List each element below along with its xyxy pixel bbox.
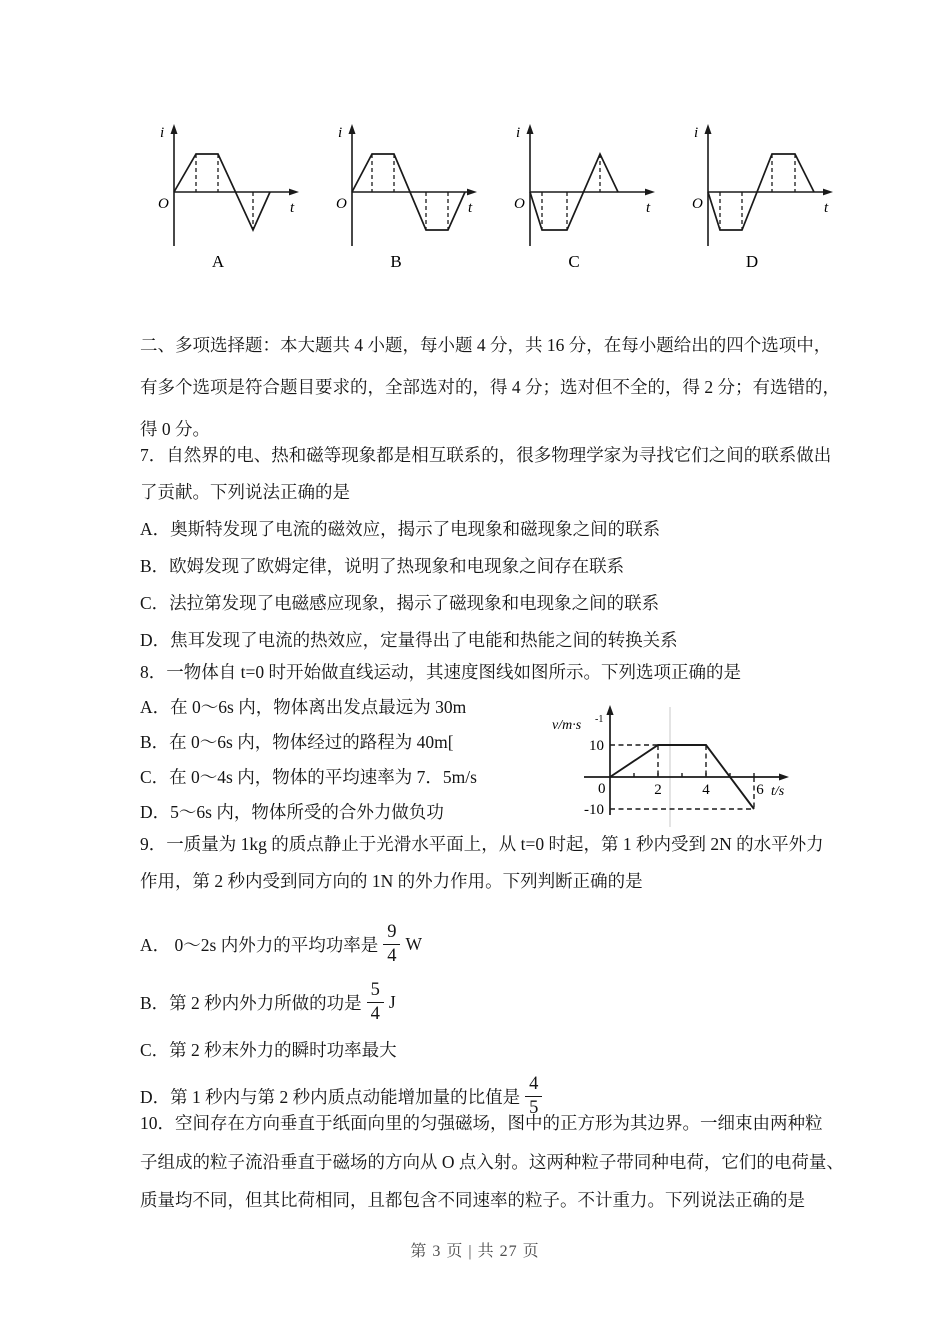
x-axis-label: t [646, 200, 651, 216]
fraction-numerator: 4 [525, 1074, 542, 1097]
question-9-option-c [140, 1031, 824, 1067]
instruction-line: 二、多项选择题：本大题共 4 小题，每小题 4 分，共 16 分，在每小题给出的四个选项中， [140, 335, 832, 355]
instruction-line: 得 0 分。 [140, 419, 210, 439]
fraction-denominator: 5 [529, 1097, 539, 1118]
y-tick-10: 10 [589, 738, 604, 754]
waveform-figures-row [144, 120, 840, 270]
figure-letter: B [390, 252, 402, 270]
question-8-option-b: B．在 0～6s 内，物体经过的路程为 40m[ [140, 732, 454, 752]
option-prefix: C．第 2 秒末外力的瞬时功率最大 [140, 1039, 397, 1060]
figure-letter: D [745, 252, 759, 270]
y-axis-label-superscript: -1 [595, 714, 604, 725]
figure-letter: A [211, 252, 225, 270]
question-8-option-d: D．5～6s 内，物体所受的合外力做负功 [140, 802, 444, 822]
y-axis-label: i [516, 125, 521, 141]
figure-letter: C [568, 252, 580, 270]
instruction-line: 有多个选项是符合题目要求的，全部选对的，得 4 分；选对但不全的，得 2 分；有选错的， [140, 377, 840, 397]
question-9-option-b [140, 973, 824, 1031]
option-prefix: D．第 1 秒内与第 2 秒内质点动能增加量的比值是 [140, 1086, 521, 1107]
x-axis-arrow-icon [779, 774, 789, 781]
question-10-text: 子组成的粒子流沿垂直于磁场的方向从 O 点入射。这两种粒子带同种电荷，它们的电荷量、 [140, 1151, 844, 1172]
axes [530, 130, 650, 246]
question-7-option-a: A．奥斯特发现了电流的磁效应，揭示了电现象和磁现象之间的联系 [140, 519, 661, 539]
question-7-option-c: C．法拉第发现了电磁感应现象，揭示了磁现象和电现象之间的联系 [140, 593, 660, 613]
fraction [383, 922, 400, 966]
y-axis-label: v/m·s [552, 718, 582, 733]
y-axis-label: i [694, 125, 699, 141]
velocity-time-graph [538, 693, 800, 835]
question-8-option-c: C．在 0～4s 内，物体的平均速率为 7．5m/s [140, 767, 477, 787]
fraction-numerator: 9 [383, 922, 400, 945]
option-prefix: A． 0～2s 内外力的平均功率是 [140, 934, 379, 955]
y-axis-label: i [160, 125, 165, 141]
question-7 [140, 437, 831, 659]
origin-label: O [692, 196, 703, 212]
origin-label: 0 [598, 781, 606, 797]
x-axis-label: t [290, 200, 295, 216]
option-prefix: B．第 2 秒内外力所做的功是 [140, 992, 362, 1013]
y-axis-label: i [338, 125, 343, 141]
y-tick-neg10: -10 [584, 802, 604, 818]
question-10 [140, 1104, 844, 1220]
question-10-text: 10．空间存在方向垂直于纸面向里的匀强磁场，图中的正方形为其边界。一细束由两种粒 [140, 1113, 823, 1133]
y-axis-arrow-icon [705, 124, 712, 134]
x-tick-4: 4 [702, 782, 710, 798]
question-9-text: 作用，第 2 秒内受到同方向的 1N 的外力作用。下列判断正确的是 [140, 871, 643, 891]
x-axis-arrow-icon [289, 189, 299, 196]
question-9-text: 9．一质量为 1kg 的质点静止于光滑水平面上，从 t=0 时起，第 1 秒内受到 2N 的水平外力 [140, 834, 824, 854]
question-7-text: 了贡献。下列说法正确的是 [140, 482, 350, 502]
waveform-figure-b [322, 120, 484, 270]
x-tick-6: 6 [756, 782, 764, 798]
x-axis-arrow-icon [823, 189, 833, 196]
fraction-denominator: 4 [387, 945, 397, 966]
origin-label: O [158, 196, 169, 212]
question-9 [140, 826, 824, 1125]
waveform-figure-a [144, 120, 306, 270]
waveform-figure-d [678, 120, 840, 270]
x-axis-label: t [824, 200, 829, 216]
question-8-text: 8．一物体自 t=0 时开始做直线运动，其速度图线如图所示。下列选项正确的是 [140, 662, 741, 682]
option-suffix: W [405, 933, 422, 954]
x-axis-label: t [468, 200, 473, 216]
y-axis-arrow-icon [349, 124, 356, 134]
y-axis-arrow-icon [606, 705, 613, 715]
x-axis-arrow-icon [467, 189, 477, 196]
question-8 [140, 655, 785, 830]
question-7-option-b: B．欧姆发现了欧姆定律，说明了热现象和电现象之间存在联系 [140, 556, 625, 576]
axes [584, 711, 784, 815]
fraction [367, 980, 384, 1024]
question-9-option-a [140, 915, 824, 973]
origin-label: O [336, 196, 347, 212]
page-number-footer: 第 3 页 | 共 27 页 [410, 1243, 540, 1260]
x-axis-label: t/s [771, 784, 785, 799]
y-axis-arrow-icon [527, 124, 534, 134]
question-7-option-d: D．焦耳发现了电流的热效应，定量得出了电能和热能之间的转换关系 [140, 630, 678, 650]
y-axis-arrow-icon [171, 124, 178, 134]
axes [352, 130, 472, 246]
section-2-instructions [140, 324, 840, 450]
fraction-numerator: 5 [367, 980, 384, 1003]
waveform-figure-c [500, 120, 662, 270]
question-8-option-a: A．在 0～6s 内，物体离出发点最远为 30m [140, 697, 467, 717]
option-suffix: J [388, 991, 396, 1012]
x-axis-arrow-icon [645, 189, 655, 196]
fraction-denominator: 4 [370, 1003, 380, 1024]
origin-label: O [514, 196, 525, 212]
x-tick-2: 2 [654, 782, 662, 798]
question-10-text: 质量均不同，但其比荷相同，且都包含不同速率的粒子。不计重力。下列说法正确的是 [140, 1190, 805, 1210]
axes [708, 130, 828, 246]
question-7-text: 7．自然界的电、热和磁等现象都是相互联系的，很多物理学家为寻找它们之间的联系做出 [140, 445, 832, 465]
